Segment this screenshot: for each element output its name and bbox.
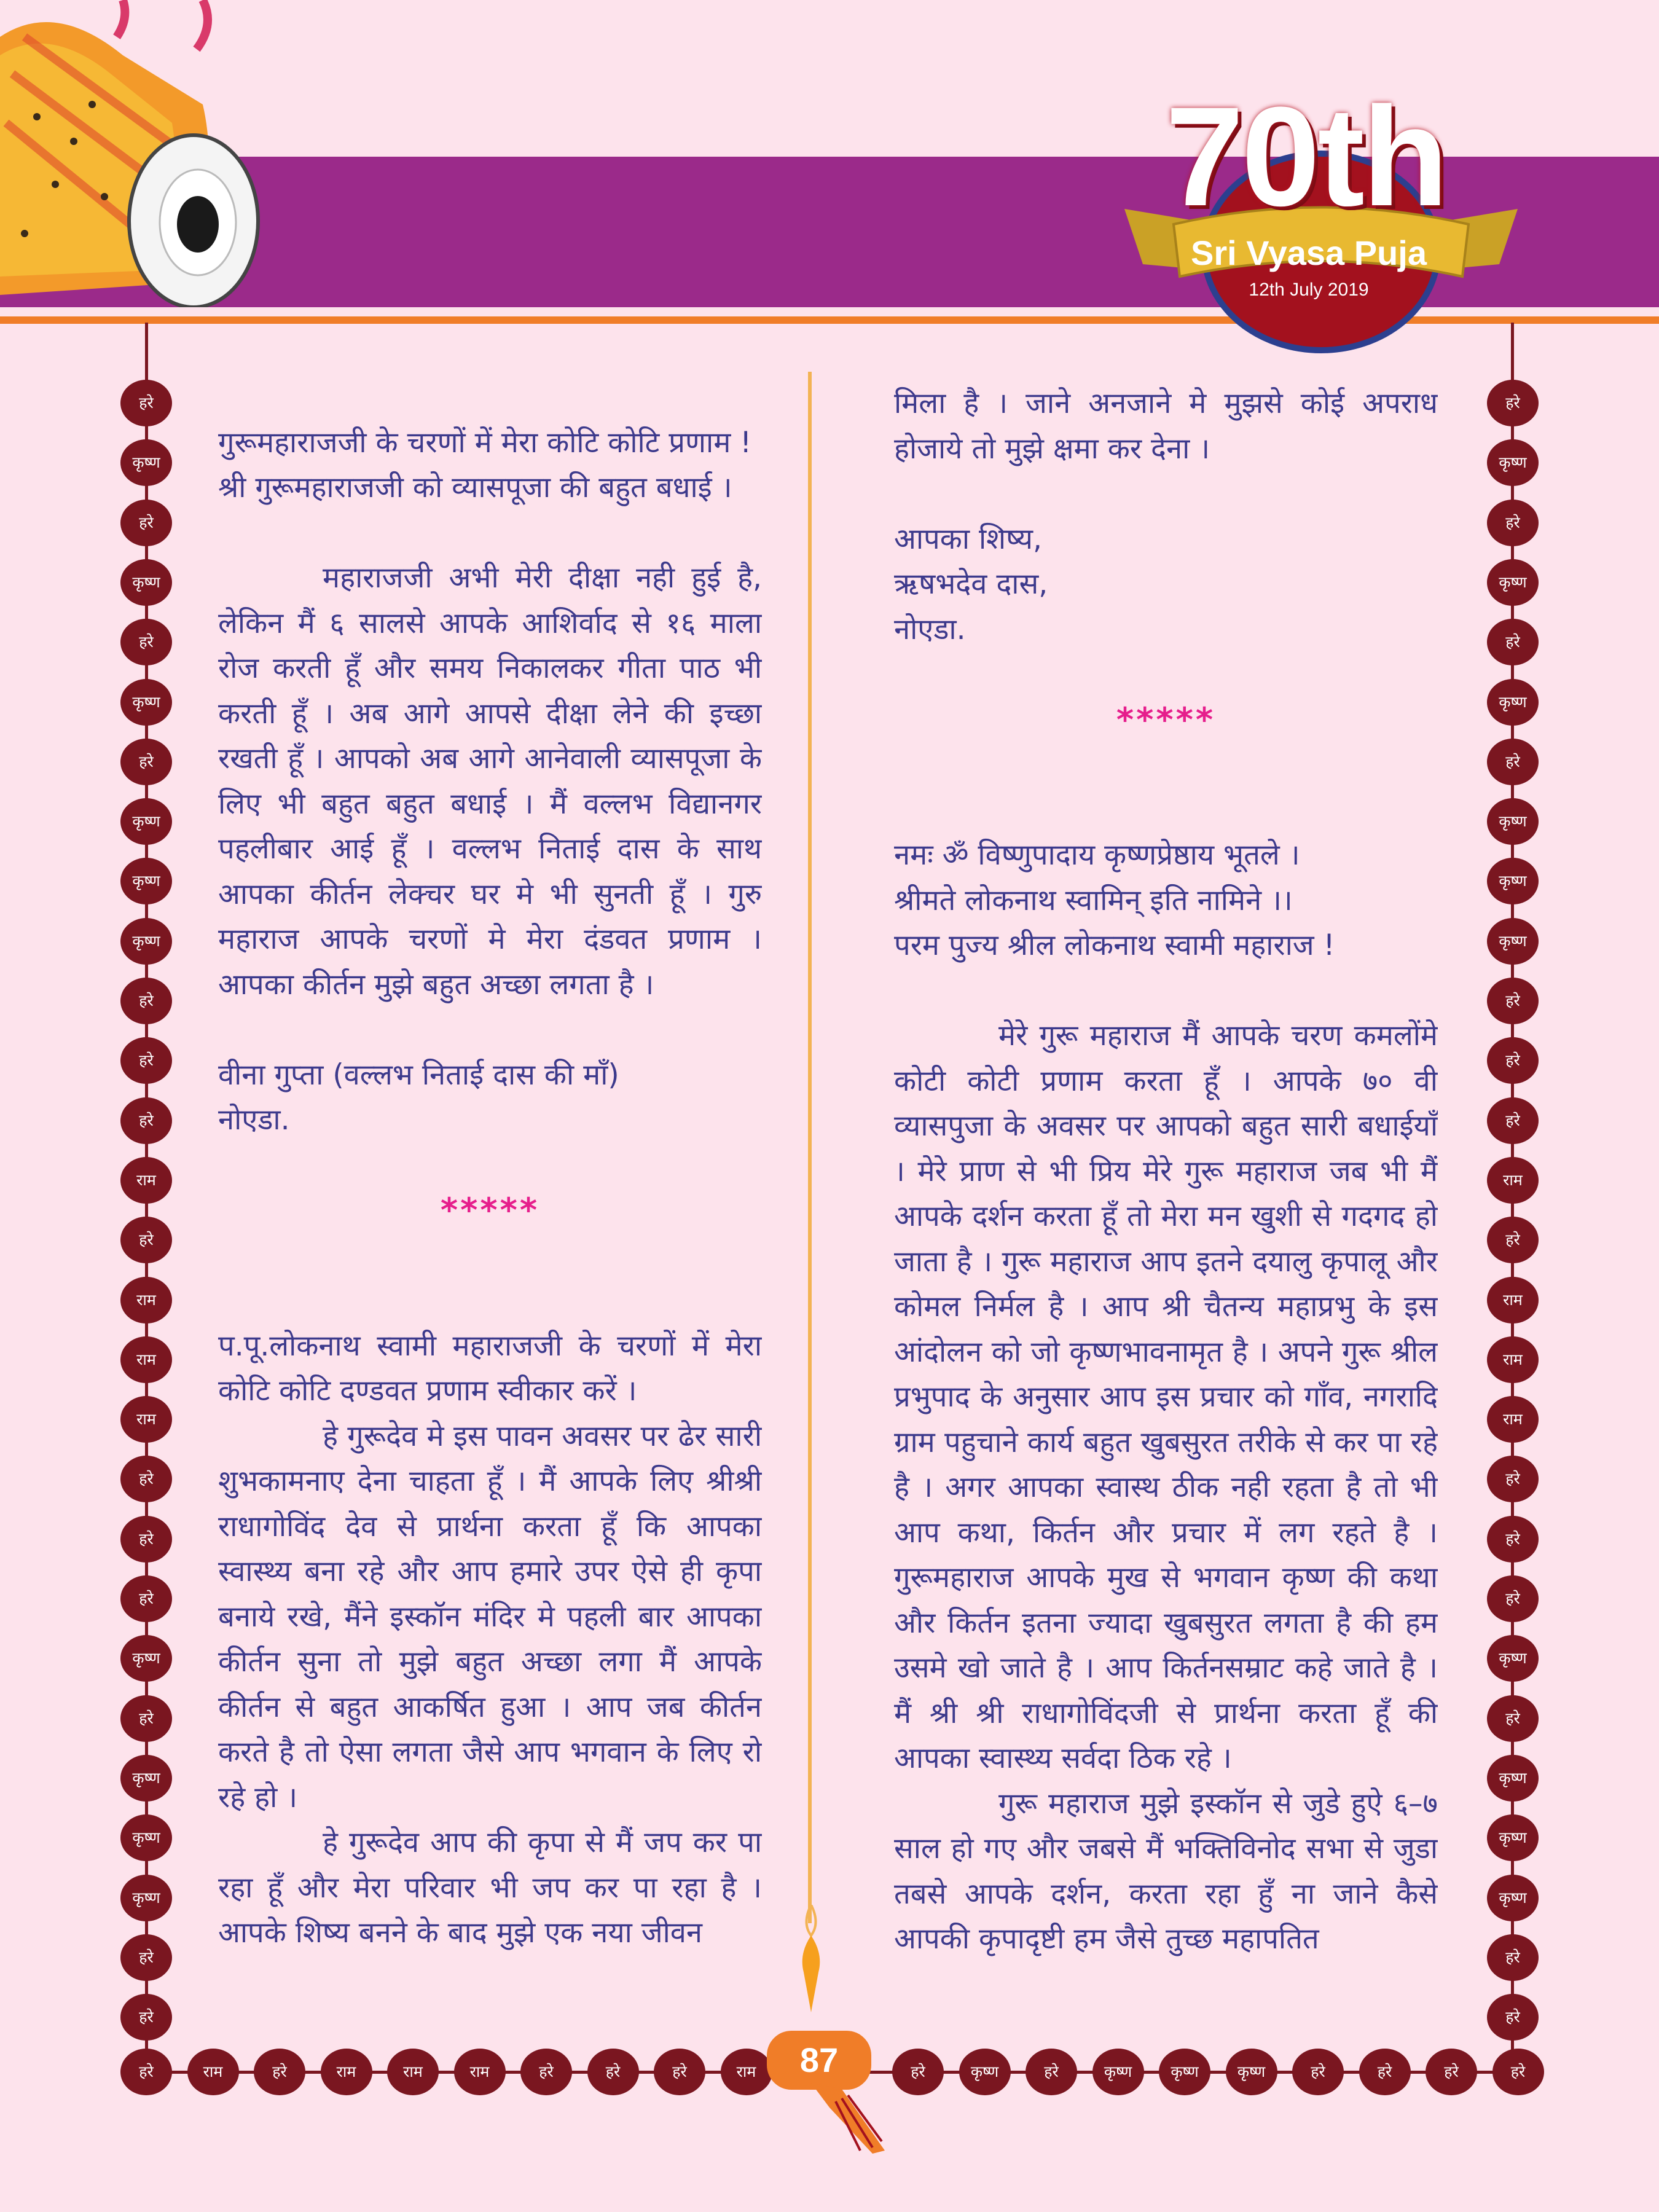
left-rail-bead: कृष्ण <box>120 1635 172 1682</box>
right-rail-bead: हरे <box>1487 1934 1539 1981</box>
section-separator: ***** <box>440 1191 540 1230</box>
right-rail-bead: कृष्ण <box>1487 679 1539 726</box>
bottom-rail-bead: कृष्ण <box>959 2049 1011 2095</box>
right-rail-bead: हरे <box>1487 1695 1539 1742</box>
spacer <box>894 471 1438 517</box>
right-rail-bead: हरे <box>1487 1217 1539 1263</box>
left-rail-bead: राम <box>120 1277 172 1324</box>
right-rail-bead: कृष्ण <box>1487 1875 1539 1921</box>
bottom-rail-bead: राम <box>721 2049 772 2095</box>
right-rail-bead: हरे <box>1487 380 1539 426</box>
left-rail-bead: हरे <box>120 1994 172 2041</box>
section-separator: ***** <box>1116 700 1216 739</box>
letter3-verse1: नमः ॐ विष्णुपादाय कृष्णप्रेष्ठाय भूतले । <box>894 838 1300 872</box>
spacer <box>218 1007 762 1053</box>
right-rail-bead: कृष्ण <box>1487 858 1539 904</box>
left-rail-bead: हरे <box>120 1695 172 1742</box>
bottom-rail-bead: हरे <box>654 2049 705 2095</box>
spacer <box>894 652 1438 697</box>
spacer <box>218 1278 762 1324</box>
badge-number: 70th <box>1165 77 1446 235</box>
left-rail-bead: हरे <box>120 978 172 1024</box>
letter1-greeting: श्री गुरूमहाराजजी को व्यासपूजा की बहुत बधाई । <box>218 471 732 504</box>
left-rail-bead: कृष्ण <box>120 439 172 486</box>
letter1-signature: वीना गुप्ता (वल्लभ निताई दास की माँ) <box>218 1057 619 1092</box>
bottom-rail-bead: हरे <box>1359 2049 1411 2095</box>
right-rail-bead: राम <box>1487 1157 1539 1204</box>
right-rail-bead: कृष्ण <box>1487 559 1539 606</box>
spacer <box>218 511 762 556</box>
left-rail-bead: हरे <box>120 1097 172 1144</box>
right-rail-bead: राम <box>1487 1336 1539 1383</box>
right-rail-bead: कृष्ण <box>1487 1755 1539 1802</box>
left-rail-bead: कृष्ण <box>120 679 172 726</box>
right-rail-bead: हरे <box>1487 1456 1539 1502</box>
letter2-para1: हे गुरूदेव मे इस पावन अवसर पर ढेर सारी शुभकामनाए देना चाहता हूँ । मैं आपके लिए श्रीश्री राधागोविंद देव से प्रार्थना करता हूँ कि आपका स्वास्थ्य बना रहे और आप हमारे उपर ऐसे ही कृपा बनाये रखे, मैंने इस्कॉन मंदिर मे पहली बार आपका कीर्तन सुना तो मुझे बहुत अच्छा लगा मैं आपके कीर्तन से बहुत आकर्षित हुआ । आप जब कीर्तन करते है तो ऐसा लगता जैसे आप भगवान के लिए रो रहे हो । <box>218 1419 762 1814</box>
left-rail-bead: राम <box>120 1396 172 1443</box>
spacer <box>894 968 1438 1014</box>
letter2-name: ऋषभदेव दास, <box>894 567 1048 601</box>
letter2-para2: हे गुरूदेव आप की कृपा से मैं जप कर पा रहा हूँ और मेरा परिवार भी जप कर पा रहा है । आपके शिष्य बनने के बाद मुझे एक नया जीवन <box>218 1826 762 1950</box>
left-rail-bead: हरे <box>120 739 172 785</box>
badge-date: 12th July 2019 <box>1249 280 1369 300</box>
left-rail-bead: हरे <box>120 380 172 426</box>
right-rail-bead: हरे <box>1487 1097 1539 1144</box>
right-column <box>894 381 1438 2015</box>
bottom-rail-bead: राम <box>187 2049 239 2095</box>
letter1-place: नोएडा. <box>218 1103 290 1137</box>
bottom-rail-bead: कृष्ण <box>1226 2049 1277 2095</box>
right-rail-bead: हरे <box>1487 619 1539 665</box>
drum-icon <box>0 0 264 307</box>
left-rail-bead: हरे <box>120 1456 172 1502</box>
left-column <box>218 375 762 2009</box>
bottom-rail-bead: हरे <box>1292 2049 1344 2095</box>
right-rail-bead: कृष्ण <box>1487 1635 1539 1682</box>
bottom-rail-bead: कृष्ण <box>1092 2049 1144 2095</box>
letter2-salutation: प.पू.लोकनाथ स्वामी महाराजजी के चरणों में मेरा कोटि कोटि दण्डवत प्रणाम स्वीकार करें । <box>218 1328 762 1408</box>
bottom-rail-bead: हरे <box>587 2049 639 2095</box>
spacer <box>218 1233 762 1279</box>
letter1-body: महाराजजी अभी मेरी दीक्षा नही हुई है, लेकिन मैं ६ सालसे आपके आशिर्वाद से १६ माला रोज करती हूँ और समय निकालकर गीता पाठ भी करती हूँ । अब आगे आपसे दीक्षा लेने की इच्छा रखती हूँ । आपको अब आगे आनेवाली व्यासपूजा के लिए भी बहुत बहुत बधाई । मैं वल्लभ विद्यानगर पहलीबार आई हूँ । वल्लभ निताई दास के साथ आपका कीर्तन लेक्चर घर मे भी सुनती हूँ । गुरु महाराज आपके चरणों मे मेरा दंडवत प्रणाम । आपका कीर्तन मुझे बहुत अच्छा लगता है । <box>218 561 762 1002</box>
left-rail-bead: हरे <box>120 1217 172 1263</box>
right-rail-bead: हरे <box>1487 1516 1539 1563</box>
spacer <box>894 742 1438 788</box>
bottom-rail-bead: हरे <box>1426 2049 1477 2095</box>
page-number: 87 <box>767 2031 871 2090</box>
left-rail-bead: कृष्ण <box>120 1814 172 1861</box>
bottom-rail-bead: हरे <box>1026 2049 1077 2095</box>
letter2-closing: आपका शिष्य, <box>894 522 1042 556</box>
right-rail-bead: हरे <box>1487 1994 1539 2041</box>
letter2-continuation: मिला है । जाने अनजाने मे मुझसे कोई अपराध होजाये तो मुझे क्षमा कर देना । <box>894 386 1438 466</box>
bottom-rail-bead: राम <box>387 2049 439 2095</box>
right-rail-bead: राम <box>1487 1396 1539 1443</box>
left-rail-bead: कृष्ण <box>120 559 172 606</box>
left-rail-bead: कृष्ण <box>120 858 172 904</box>
right-rail-bead: हरे <box>1487 978 1539 1024</box>
bottom-rail-bead: हरे <box>1492 2049 1544 2095</box>
right-rail-bead: हरे <box>1487 1575 1539 1622</box>
spacer <box>894 788 1438 833</box>
bottom-rail-bead: हरे <box>892 2049 944 2095</box>
left-rail-bead: हरे <box>120 1934 172 1981</box>
letter3-address: परम पुज्य श्रील लोकनाथ स्वामी महाराज ! <box>894 928 1335 962</box>
left-rail-bead: हरे <box>120 1037 172 1084</box>
left-rail-bead: हरे <box>120 619 172 665</box>
left-rail-bead: हरे <box>120 500 172 546</box>
left-rail-bead: राम <box>120 1336 172 1383</box>
right-rail-bead: हरे <box>1487 1037 1539 1084</box>
bottom-rail-bead: राम <box>321 2049 372 2095</box>
page-tassel-icon <box>805 2083 891 2157</box>
right-rail-bead: कृष्ण <box>1487 918 1539 965</box>
left-rail-bead: कृष्ण <box>120 1875 172 1921</box>
spacer <box>218 375 762 420</box>
bottom-rail-bead: राम <box>454 2049 506 2095</box>
letter3-verse2: श्रीमते लोकनाथ स्वामिन् इति नामिने ।। <box>894 883 1293 917</box>
right-rail-bead: कृष्ण <box>1487 439 1539 486</box>
right-rail-bead: हरे <box>1487 739 1539 785</box>
bottom-rail-bead: हरे <box>120 2049 172 2095</box>
left-rail-bead: कृष्ण <box>120 798 172 845</box>
left-rail-bead: हरे <box>120 1575 172 1622</box>
column-divider <box>808 372 812 1923</box>
letter3-para1: मेरे गुरू महाराज मैं आपके चरण कमलोंमे कोटी कोटी प्रणाम करता हूँ । आपके ७० वी व्यासपुजा के अवसर पर आपको बहुत सारी बधाईयाँ । मेरे प्राण से भी प्रिय मेरे गुरू महाराज जब भी मैं आपके दर्शन करता हूँ तो मेरा मन खुशी से गदगद हो जाता है । गुरू महाराज आप इतने दयालु कृपालू और कोमल निर्मल है । आप श्री चैतन्य महाप्रभु के इस आंदोलन को जो कृष्णभावनामृत है । अपने गुरू श्रील प्रभुपाद के अनुसार आप इस प्रचार को गाँव, नगरादि ग्राम पहुचाने कार्य बहुत खुबसुरत तरीके से कर पा रहे है । अगर आपका स्वास्थ ठीक नही रहता है तो भी आप कथा, किर्तन और प्रचार में लग रहते है । गुरूमहाराज आपके मुख से भगवान कृष्ण की कथा और किर्तन इतना ज्यादा खुबसुरत लगता है की हम उसमे खो जाते है । आप किर्तनसम्राट कहे जाते है । मैं श्री श्री राधागोविंदजी से प्रार्थना करता हूँ की आपका स्वास्थ्य सर्वदा ठिक रहे । <box>894 1019 1438 1775</box>
bottom-rail-bead: हरे <box>254 2049 305 2095</box>
letter2-place: नोएडा. <box>894 612 966 646</box>
badge-title: Sri Vyasa Puja <box>1191 233 1427 272</box>
bottom-rail-bead: हरे <box>520 2049 572 2095</box>
left-rail-bead: कृष्ण <box>120 1755 172 1802</box>
left-rail-bead: हरे <box>120 1516 172 1563</box>
bottom-rail-bead: कृष्ण <box>1159 2049 1210 2095</box>
letter3-para2: गुरू महाराज मुझे इस्कॉन से जुडे हुऐ ६–७ साल हो गए और जबसे मैं भक्तिविनोद सभा से जुडा तबसे आपके दर्शन, करता रहा हुँ ना जाने कैसे आपकी कृपादृष्टी हम जैसे तुच्छ महापतित <box>894 1786 1438 1956</box>
right-rail-bead: हरे <box>1487 500 1539 546</box>
right-rail-bead: राम <box>1487 1277 1539 1324</box>
letter1-salutation: गुरूमहाराजजी के चरणों में मेरा कोटि कोटि प्रणाम ! <box>218 425 752 460</box>
left-rail-bead: राम <box>120 1157 172 1204</box>
left-rail-bead: कृष्ण <box>120 918 172 965</box>
right-rail-bead: कृष्ण <box>1487 1814 1539 1861</box>
spacer <box>218 1143 762 1188</box>
divider-tassel-icon <box>799 1905 823 2015</box>
right-rail-bead: कृष्ण <box>1487 798 1539 845</box>
